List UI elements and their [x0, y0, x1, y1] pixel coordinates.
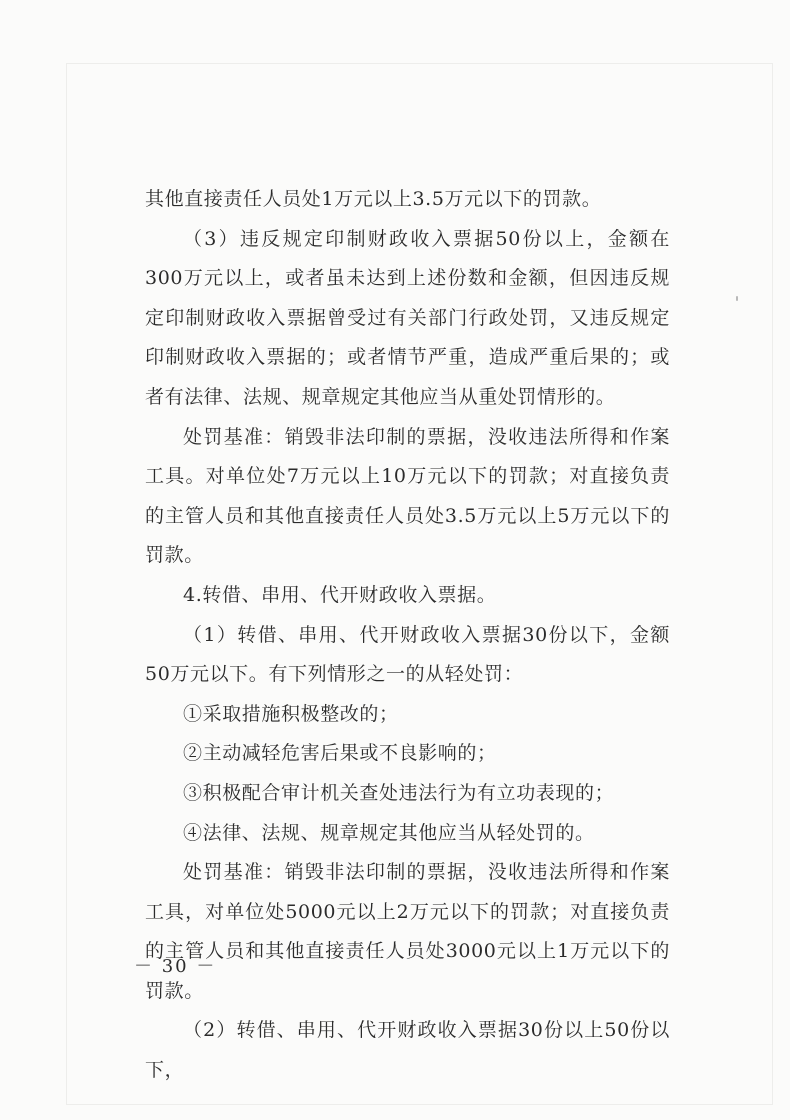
- paragraph-item-1: （1）转借、串用、代开财政收入票据30份以下，金额50万元以下。有下列情形之一的从轻处罚：: [145, 623, 670, 686]
- page-number: － 30 －: [134, 956, 217, 977]
- list-item-circle-3: ③积极配合审计机关查处违法行为有立功表现的；: [183, 781, 615, 804]
- scan-speck: [736, 296, 738, 301]
- body-text: [145, 180, 670, 1091]
- paragraph-item-2: （2）转借、串用、代开财政收入票据30份以上50份以下，: [145, 1019, 670, 1082]
- paragraph-item-3: （3）违反规定印制财政收入票据50份以上，金额在300万元以上，或者虽未达到上述份数和金额，但因违反规定印制财政收入票据曾受过有关部门行政处罚，又违反规定印制财政收入票据的；或者情节严重，造成严重后果的；或者有法律、法规、规章规定其他应当从重处罚情形的。: [145, 227, 670, 408]
- list-item-circle-4: ④法律、法规、规章规定其他应当从轻处罚的。: [183, 821, 595, 844]
- paragraph-penalty-standard-2: 处罚基准：销毁非法印制的票据，没收违法所得和作案工具，对单位处5000元以上2万元以下的罚款；对直接负责的主管人员和其他直接责任人员处3000元以上1万元以下的罚款。: [145, 861, 670, 1002]
- paragraph-penalty-standard-1: 处罚基准：销毁非法印制的票据，没收违法所得和作案工具。对单位处7万元以上10万元以下的罚款；对直接负责的主管人员和其他直接责任人员处3.5万元以上5万元以下的罚款。: [145, 425, 670, 567]
- paragraph-section-4-heading: 4.转借、串用、代开财政收入票据。: [183, 583, 497, 606]
- list-item-circle-1: ①采取措施积极整改的；: [183, 702, 399, 725]
- paragraph-penalty-continuation: 其他直接责任人员处1万元以上3.5万元以下的罚款。: [145, 188, 602, 210]
- list-item-circle-2: ②主动减轻危害后果或不良影响的；: [183, 742, 497, 765]
